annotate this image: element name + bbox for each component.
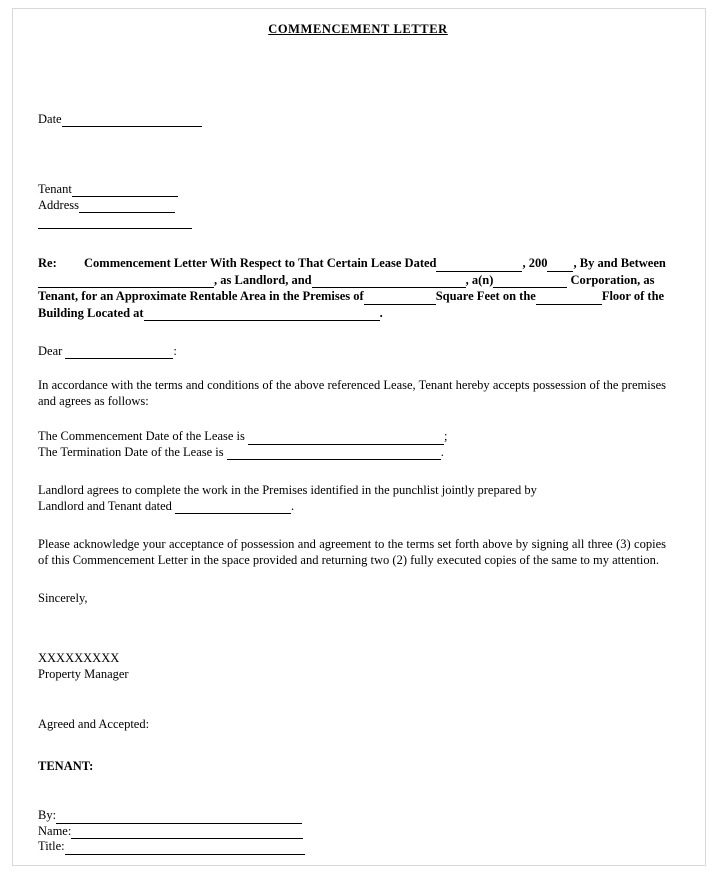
re-blank-floor[interactable]: [536, 292, 602, 305]
signature-title-row: [38, 839, 678, 855]
commencement-date-label: The Commencement Date of the Lease is: [38, 429, 245, 443]
re-blank-landlord[interactable]: [38, 275, 214, 288]
re-text-5: , a(n): [465, 272, 494, 287]
title-label: Title:: [38, 839, 65, 853]
termination-date-blank[interactable]: [227, 448, 441, 460]
tenant-field-row: [38, 181, 678, 197]
signature-name-row: [38, 824, 678, 840]
dear-colon: :: [173, 344, 177, 358]
title-blank[interactable]: [65, 843, 305, 855]
address-field-row-2: [38, 213, 678, 229]
by-blank[interactable]: [56, 812, 302, 824]
agreed-accepted-label: Agreed and Accepted:: [38, 717, 150, 731]
dear-label: Dear: [38, 344, 63, 358]
paragraph-acceptance: In accordance with the terms and conditions of the above referenced Lease, Tenant hereby accepts possession of the premises and agrees as follows:: [38, 378, 666, 408]
re-blank-address[interactable]: [144, 308, 380, 321]
termination-date-end: .: [440, 444, 444, 459]
tenant-blank[interactable]: [72, 184, 178, 197]
date-blank[interactable]: [62, 114, 202, 127]
page-title: COMMENCEMENT LETTER: [268, 22, 448, 36]
tenant-label: Tenant: [38, 182, 72, 196]
re-text-3: , By and Between: [573, 256, 666, 270]
signer-name: XXXXXXXXX: [38, 651, 120, 665]
re-blank-date[interactable]: [436, 259, 522, 272]
address-label: Address: [38, 198, 79, 212]
re-block: [38, 255, 678, 321]
tenant-heading: TENANT:: [38, 759, 94, 773]
re-text-6: Corporation, as Tenant, for an Approximate Rentable Area in the Premises of: [38, 272, 655, 303]
re-blank-area[interactable]: [364, 292, 436, 305]
punchlist-text-2: Landlord and Tenant dated: [38, 499, 172, 513]
commencement-date-end: ;: [444, 429, 448, 443]
closing-sincerely: Sincerely,: [38, 591, 88, 605]
signer-title: Property Manager: [38, 667, 129, 681]
re-blank-tenant[interactable]: [312, 275, 466, 288]
commencement-date-blank[interactable]: [248, 433, 444, 445]
re-text-8: Floor of the Building Located at: [38, 289, 665, 320]
name-label: Name:: [38, 823, 72, 838]
re-blank-entity[interactable]: [493, 275, 567, 288]
re-text-7: Square Feet on the: [435, 289, 536, 303]
re-text-2: , 200: [522, 256, 548, 270]
punchlist-text-3: .: [291, 499, 295, 513]
acknowledgement-paragraph: Please acknowledge your acceptance of possession and agreement to the terms set forth above by signing all three (3) copies of this Commencement Letter in the space provided and returning two (2) fully executed copies of the same to my attention.: [38, 537, 666, 567]
re-label: Re:: [38, 256, 57, 270]
punchlist-date-blank[interactable]: [175, 502, 291, 514]
re-text-1: Commencement Letter With Respect to That Certain Lease Dated: [84, 256, 437, 270]
re-blank-year[interactable]: [547, 259, 573, 272]
address-field-row: [38, 197, 678, 213]
dear-blank[interactable]: [65, 347, 173, 359]
name-blank[interactable]: [71, 827, 303, 839]
re-text-4: , as Landlord, and: [214, 272, 312, 287]
signature-by-row: [38, 808, 678, 824]
termination-date-label: The Termination Date of the Lease is: [38, 444, 224, 459]
salutation-row: [38, 343, 678, 359]
date-label: Date: [38, 112, 62, 126]
document-content: [38, 18, 678, 855]
address-blank-2[interactable]: [38, 216, 192, 229]
punchlist-paragraph: [38, 482, 666, 514]
punchlist-text-1: Landlord agrees to complete the work in the Premises identified in the punchlist jointly prepared by: [38, 483, 537, 497]
by-label: By:: [38, 808, 57, 822]
commencement-date-row: [38, 429, 678, 445]
address-blank-1[interactable]: [79, 200, 175, 213]
termination-date-row: [38, 445, 678, 461]
date-field-row: [38, 111, 678, 127]
re-text-9: .: [379, 305, 383, 320]
